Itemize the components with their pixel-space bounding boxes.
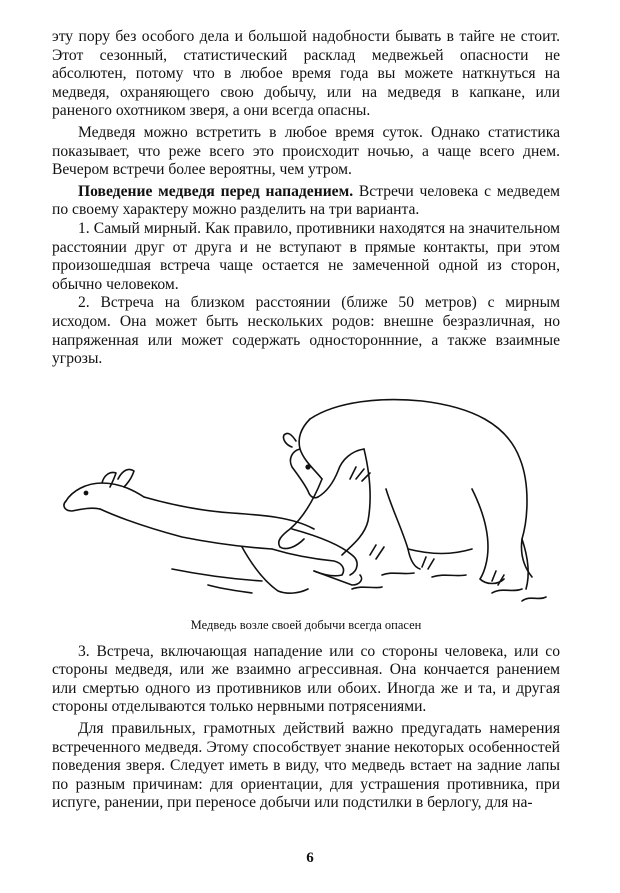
paragraph-5: 2. Встреча на близком расстоянии (ближе 50 метров) с мирным исходом. Она может быть нескольких родов: внешне безразличная, но напряженная или может содержать одностороннние, а также взаимные угрозы. (52, 294, 560, 368)
section-heading: Поведение медведя перед нападением. (78, 182, 354, 200)
paragraph-1: эту пору без особого дела и большой надобности бывать в тайге не стоит. Этот сезонный, статистический расклад медвежьей опасности не абсолютен, потому что в любое время года вы можете наткнуться на медведя, охраняющего свою добычу, или на медведя в капкане, или раненого охотником зверя, а они всегда опасны. (52, 28, 560, 120)
bear-illustration (52, 379, 560, 615)
paragraph-6: 3. Встреча, включающая нападение или со стороны человека, или со стороны медведя, или же взаимно агрессивная. Она кончается ранением или смертью одного из противников или обоих. Иногда же и та, и другая стороны отделываются только нервными потрясениями. (52, 642, 560, 716)
page-number: 6 (306, 850, 314, 866)
bear-with-prey-drawing (52, 379, 560, 615)
figure-caption: Медведь возле своей добычи всегда опасен (190, 617, 422, 632)
paragraph-4: 1. Самый мирный. Как правило, противники находятся на значительном расстоянии друг от друга и не вступают в прямые контакты, при этом произошедшая встреча чаще остается не замеченной одной из сторон, обычно человеком. (52, 219, 560, 293)
paragraph-2: Медведя можно встретить в любое время суток. Однако статистика показывает, что реже всего это происходит ночью, а чаще всего днем. Вечером встречи более вероятны, чем утром. (52, 123, 560, 179)
paragraph-3-text: Встречи человека с медведем по своему характеру можно разделить на три варианта. (52, 182, 560, 219)
page-body (52, 28, 560, 813)
paragraph-7: Для правильных, грамотных действий важно предугадать намерения встреченного медведя. Этому способствует знание некоторых особенностей поведения зверя. Следует иметь в виду, что медведь встает на задние лапы по разным причинам: для ориентации, для устрашения противника, при испуге, ранении, при переносе добычи или подстилки в берлогу, для на- (52, 720, 560, 812)
paragraph-3 (52, 183, 560, 220)
